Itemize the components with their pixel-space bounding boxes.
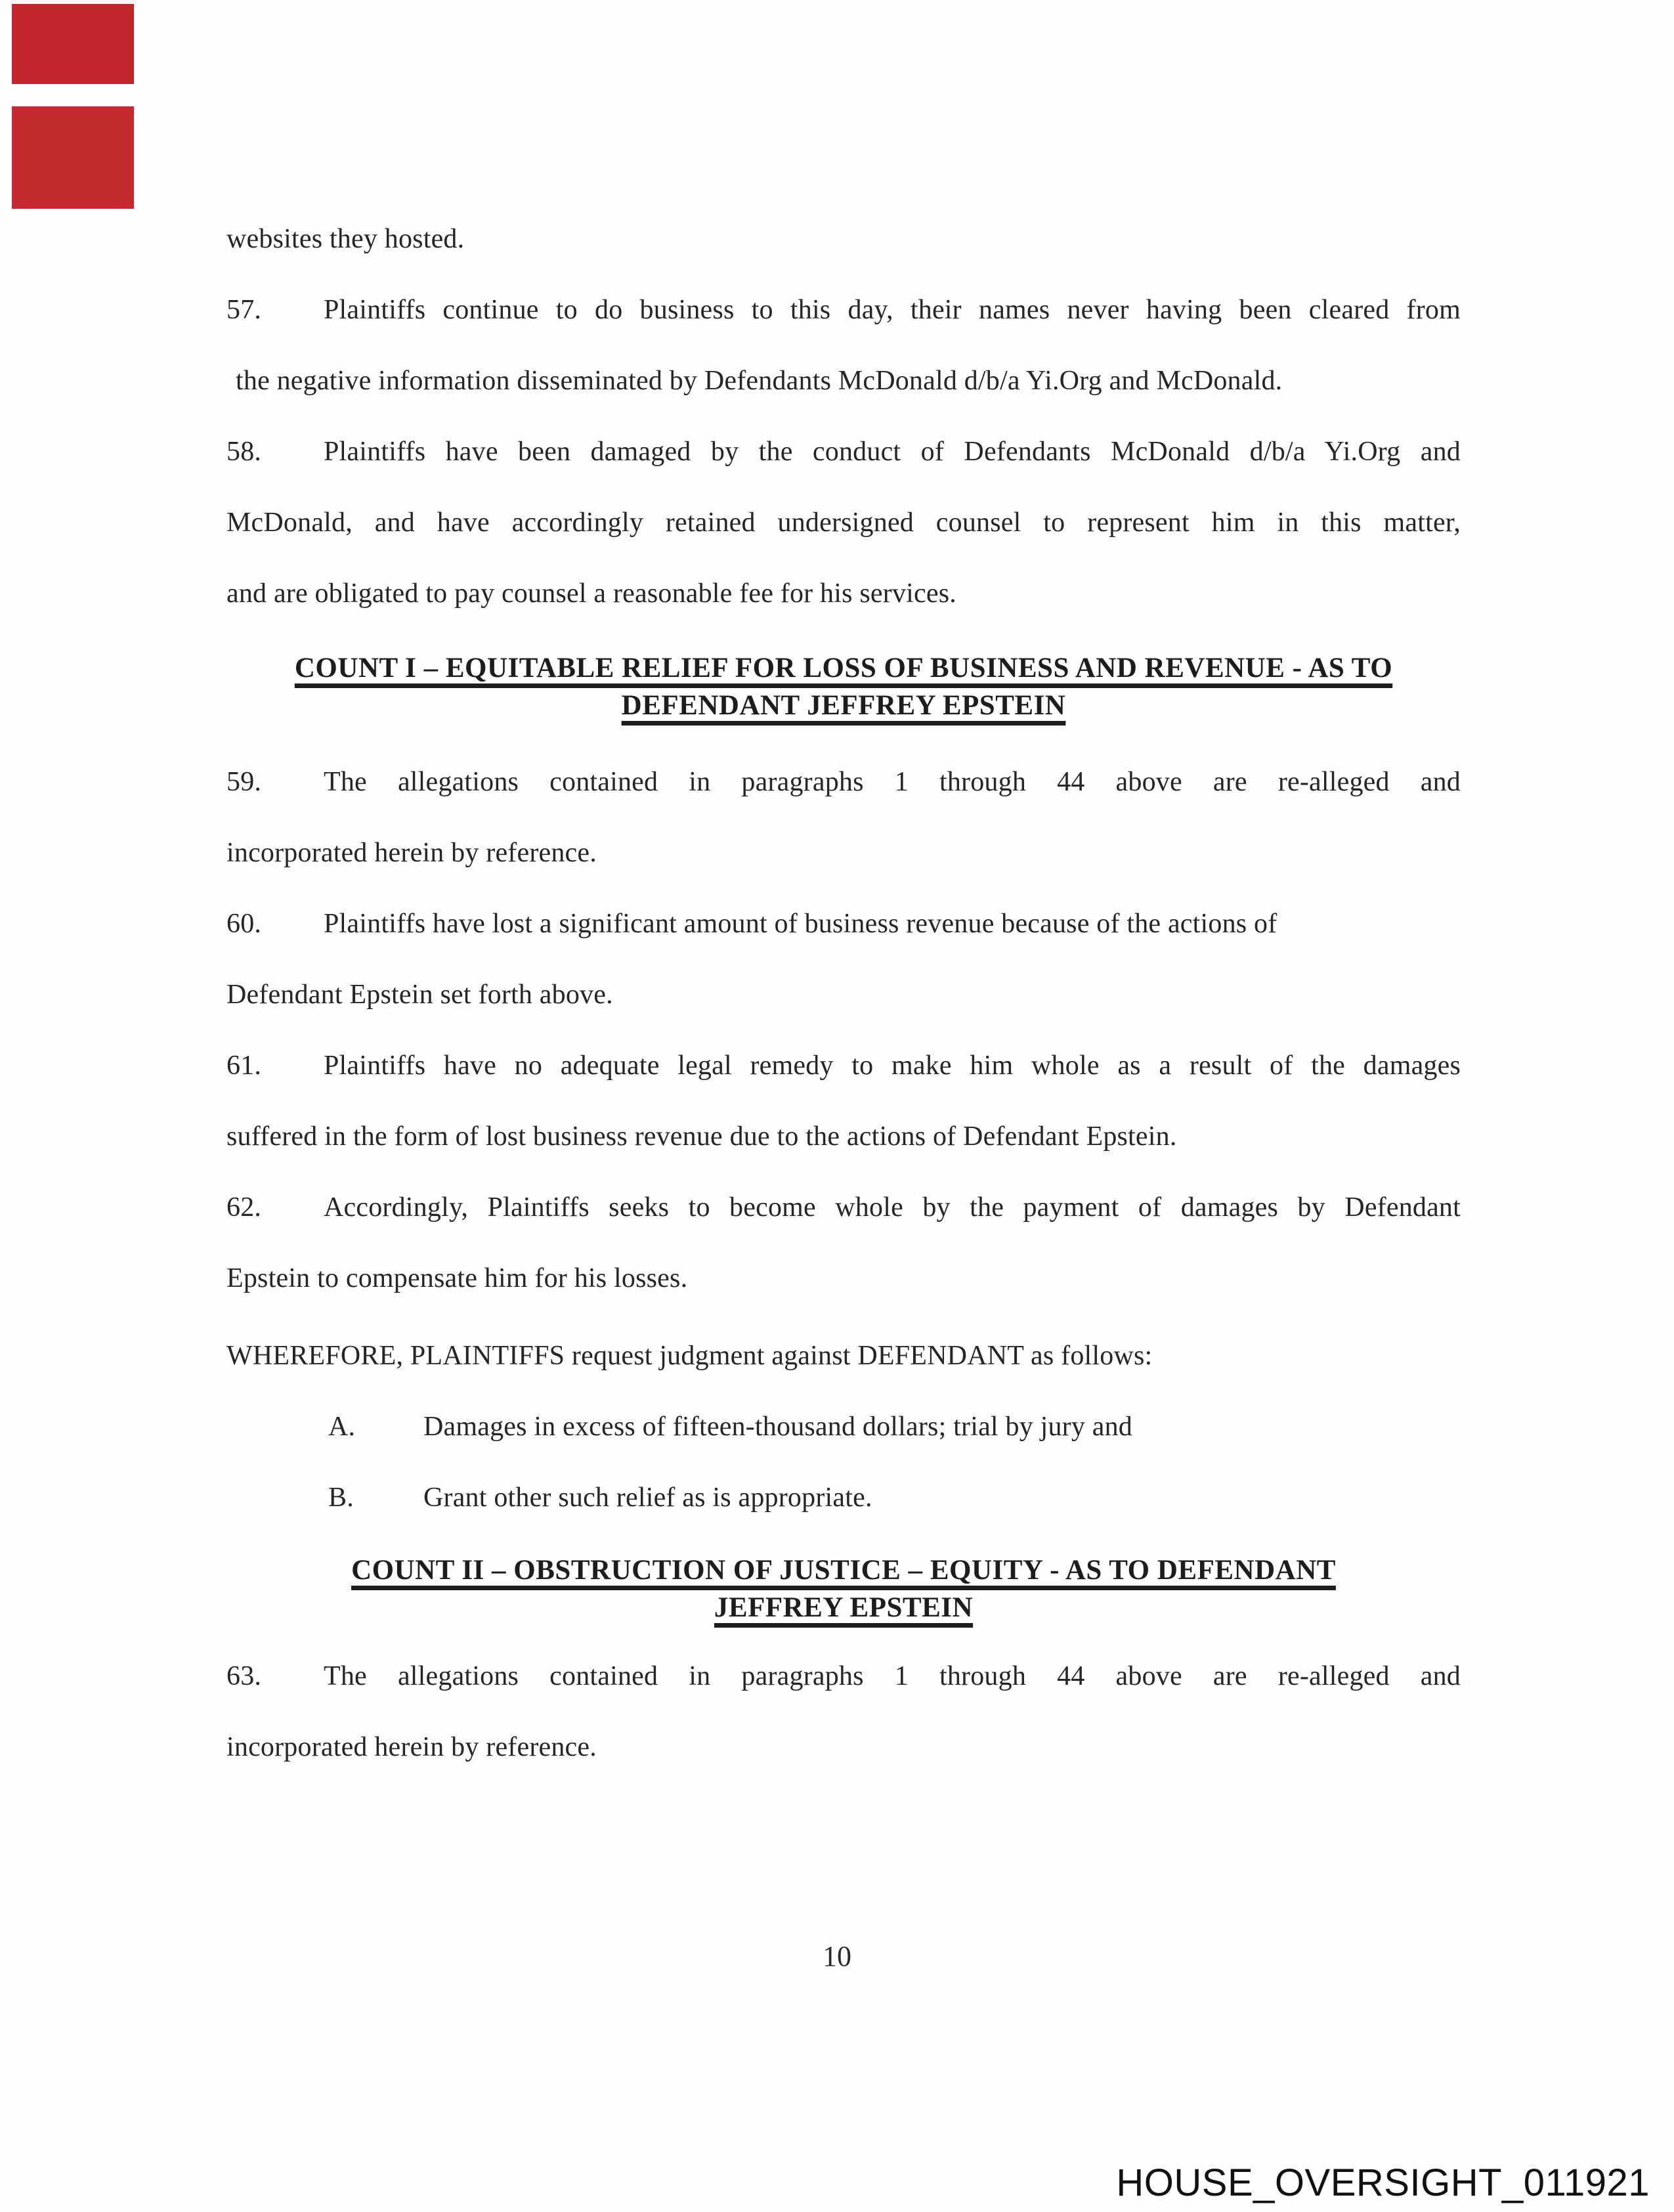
intro-line: websites they hosted. [226,224,465,254]
para58-line2: McDonald, and have accordingly retained undersigned counsel to represent him in this matter, [226,508,1461,538]
page-number: 10 [823,1940,851,1972]
document-body [226,204,1461,1783]
para63-number: 63. [226,1661,262,1691]
para62-number: 62. [226,1192,262,1223]
para58-number: 58. [226,437,262,467]
wherefore-line: WHEREFORE, PLAINTIFFS request judgment against DEFENDANT as follows: [226,1341,1153,1371]
para58-line1-text: Plaintiffs have been damaged by the conduct of Defendants McDonald d/b/a Yi.Org and [324,437,1461,467]
count1-heading-line1: COUNT I – EQUITABLE RELIEF FOR LOSS OF BUSINESS AND REVENUE - AS TO [294,653,1393,683]
count2-heading [226,1551,1461,1626]
para62-line1-text: Accordingly, Plaintiffs seeks to become whole by the payment of damages by Defendant [324,1192,1461,1223]
para62-line2: Epstein to compensate him for his losses. [226,1263,688,1293]
para60-line2: Defendant Epstein set forth above. [226,980,613,1010]
redaction-mark-bottom [12,106,134,209]
para59-line1 [226,747,1461,817]
para59-line2: incorporated herein by reference. [226,838,597,868]
para61-line1-text: Plaintiffs have no adequate legal remedy to make him whole as a result of the damages [324,1051,1461,1081]
relief-item-b [226,1462,1461,1533]
para57-line1 [226,274,1461,345]
para63-line1-text: The allegations contained in paragraphs 1 through 44 above are re-alleged and [324,1661,1461,1691]
relief-item-a-text: Damages in excess of fifteen-thousand dollars; trial by jury and [423,1412,1132,1442]
para58-line1 [226,416,1461,487]
relief-item-a-letter: A. [328,1412,356,1442]
redaction-mark-top [12,4,134,84]
relief-item-b-text: Grant other such relief as is appropriate. [423,1483,872,1513]
relief-item-b-letter: B. [328,1483,354,1513]
relief-item-a [226,1391,1461,1462]
count1-heading [226,649,1461,724]
para61-line1 [226,1030,1461,1101]
para60-number: 60. [226,909,262,939]
para57-number: 57. [226,295,262,325]
count2-heading-line1: COUNT II – OBSTRUCTION OF JUSTICE – EQUITY - AS TO DEFENDANT [351,1555,1336,1586]
count2-heading-line2: JEFFREY EPSTEIN [714,1592,974,1623]
para61-line2: suffered in the form of lost business revenue due to the actions of Defendant Epstein. [226,1121,1177,1152]
para60-line1 [226,888,1461,959]
para63-line1 [226,1641,1461,1712]
para63-line2: incorporated herein by reference. [226,1732,597,1762]
para60-line1-text: Plaintiffs have lost a significant amount of business revenue because of the actions of [324,909,1277,939]
count1-heading-line2: DEFENDANT JEFFREY EPSTEIN [621,690,1066,721]
para57-line1-text: Plaintiffs continue to do business to this day, their names never having been cleared from [324,295,1461,325]
bates-stamp: HOUSE_OVERSIGHT_011921 [1116,2161,1650,2204]
para61-number: 61. [226,1051,262,1081]
para57-line2: the negative information disseminated by Defendants McDonald d/b/a Yi.Org and McDonald. [236,366,1283,396]
para62-line1 [226,1172,1461,1243]
para58-line3: and are obligated to pay counsel a reasonable fee for his services. [226,578,956,609]
para59-line1-text: The allegations contained in paragraphs 1 through 44 above are re-alleged and [324,767,1461,797]
para59-number: 59. [226,767,262,797]
